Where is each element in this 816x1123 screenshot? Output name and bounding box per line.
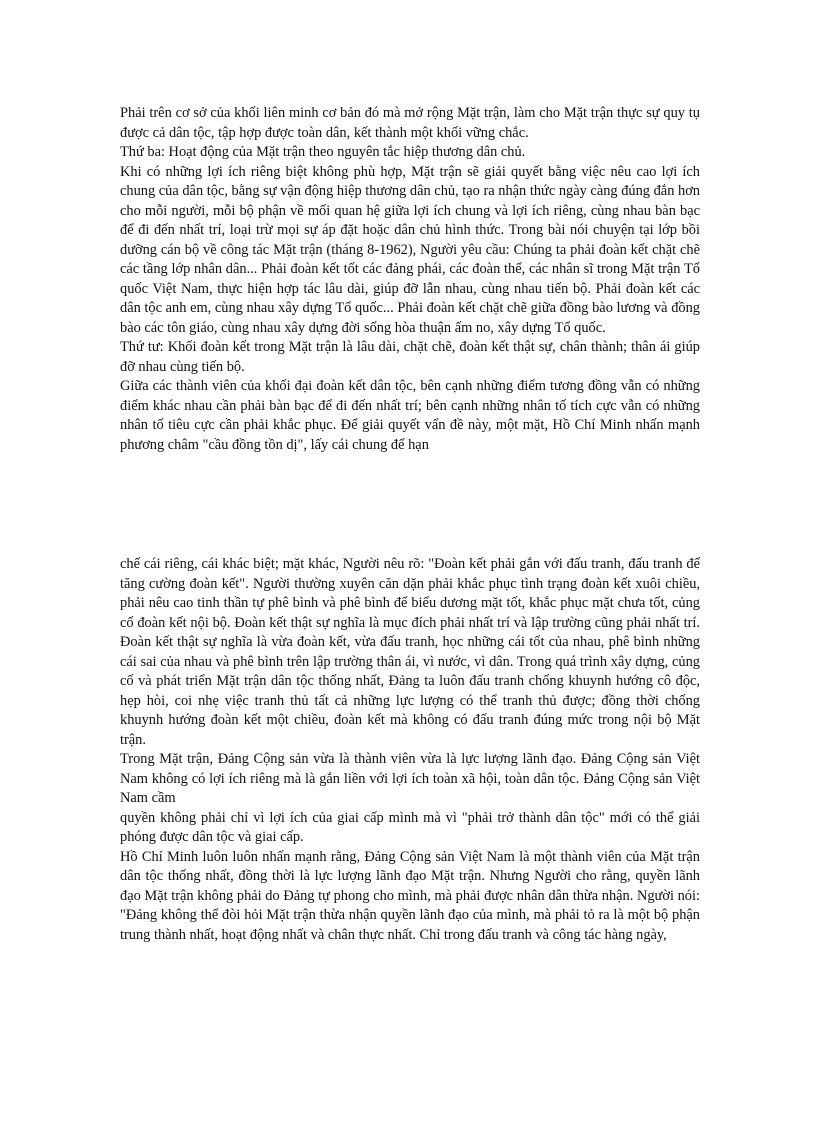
paragraph: Thứ ba: Hoạt động của Mặt trận theo nguyên tắc hiệp thương dân chủ. xyxy=(120,144,526,160)
paragraph: Khi có những lợi ích riêng biệt không phù hợp, Mặt trận sẽ giải quyết bằng việc nêu cao lợi ích chung của dân tộc, bằng sự vận động hiệp thương dân chủ, tạo ra nhận thức ngày càng đúng đắn hơn cho mỗi người, mỗi bộ phận về mối quan hệ giữa lợi ích chung và lợi ích riêng, cùng nhau bàn bạc để đi đến nhất trí, loại trừ mọi sự áp đặt hoặc dân chủ hình thức. Trong bài nói chuyện tại lớp bồi dưỡng cán bộ về công tác Mặt trận (tháng 8-1962), Người yêu cầu: Chúng ta phải đoàn kết chặt chẽ các tầng lớp nhân dân... Phải đoàn kết tốt các đảng phái, các đoàn thể, các nhân sĩ trong Mặt trận Tổ quốc Việt Nam, thực hiện hợp tác lâu dài, giúp đỡ lẫn nhau, cùng nhau tiến bộ. Phải đoàn kết các dân tộc anh em, cùng nhau xây dựng Tổ quốc... Phải đoàn kết chặt chẽ giữa đồng bào lương và đồng bào các tôn giáo, cùng nhau xây dựng đời sống hòa thuận ấm no, xây dựng Tổ quốc. xyxy=(120,163,700,336)
text-block-upper xyxy=(120,104,700,455)
paragraph: quyền không phải chỉ vì lợi ích của giai cấp mình mà vì "phải trở thành dân tộc" mới có thể giải phóng được dân tộc và giai cấp. xyxy=(120,809,700,845)
paragraph: Thứ tư: Khối đoàn kết trong Mặt trận là lâu dài, chặt chẽ, đoàn kết thật sự, chân thành; thân ái giúp đỡ nhau cùng tiến bộ. xyxy=(120,339,700,375)
paragraph: Giữa các thành viên của khối đại đoàn kết dân tộc, bên cạnh những điểm tương đồng vẫn có những điểm khác nhau cần phải bàn bạc để đi đến nhất trí; bên cạnh những nhân tố tích cực vẫn có những nhân tố tiêu cực cần phải khắc phục. Để giải quyết vấn đề này, một mặt, Hồ Chí Minh nhấn mạnh phương châm "cầu đồng tồn dị", lấy cái chung để hạn xyxy=(120,378,700,453)
paragraph: Phải trên cơ sở của khối liên minh cơ bản đó mà mở rộng Mặt trận, làm cho Mặt trận thực sự quy tụ được cả dân tộc, tập hợp được toàn dân, kết thành một khối vững chắc. xyxy=(120,105,700,141)
paragraph: Trong Mặt trận, Đảng Cộng sản vừa là thành viên vừa là lực lượng lãnh đạo. Đảng Cộng sản Việt Nam không có lợi ích riêng mà là gắn liền với lợi ích toàn xã hội, toàn dân tộc. Đảng Cộng sản Việt Nam cầm xyxy=(120,751,700,806)
paragraph: Hồ Chí Minh luôn luôn nhấn mạnh rằng, Đảng Cộng sản Việt Nam là một thành viên của Mặt trận dân tộc thống nhất, đồng thời là lực lượng lãnh đạo Mặt trận. Nhưng Người cho rằng, quyền lãnh đạo Mặt trận không phải do Đảng tự phong cho mình, mà phải được nhân dân thừa nhận. Người nói: "Đảng không thể đòi hỏi Mặt trận thừa nhận quyền lãnh đạo của mình, mà phải tỏ ra là một bộ phận trung thành nhất, hoạt động nhất và chân thực nhất. Chỉ trong đấu tranh và công tác hàng ngày, xyxy=(120,848,700,943)
paragraph: chế cái riêng, cái khác biệt; mặt khác, Người nêu rõ: "Đoàn kết phải gắn với đấu tranh, đấu tranh để tăng cường đoàn kết". Người thường xuyên căn dặn phải khắc phục tình trạng đoàn kết xuôi chiều, phải nêu cao tinh thần tự phê bình và phê bình để biểu dương mặt tốt, khắc phục mặt chưa tốt, củng cố đoàn kết nội bộ. Đoàn kết thật sự nghĩa là mục đích phải nhất trí và lập trường cũng phải nhất trí. Đoàn kết thật sự nghĩa là vừa đoàn kết, vừa đấu tranh, học những cái tốt của nhau, phê bình những cái sai của nhau và phê bình trên lập trường thân ái, vì nước, vì dân. Trong quá trình xây dựng, củng cố và phát triển Mặt trận dân tộc thống nhất, Đảng ta luôn đấu tranh chống khuynh hướng cô độc, hẹp hòi, coi nhẹ việc tranh thủ tất cả những lực lượng có thể tranh thủ được; đồng thời chống khuynh hướng đoàn kết một chiều, đoàn kết mà không có đấu tranh đúng mức trong nội bộ Mặt trận. xyxy=(120,556,700,748)
text-block-lower xyxy=(120,555,700,945)
